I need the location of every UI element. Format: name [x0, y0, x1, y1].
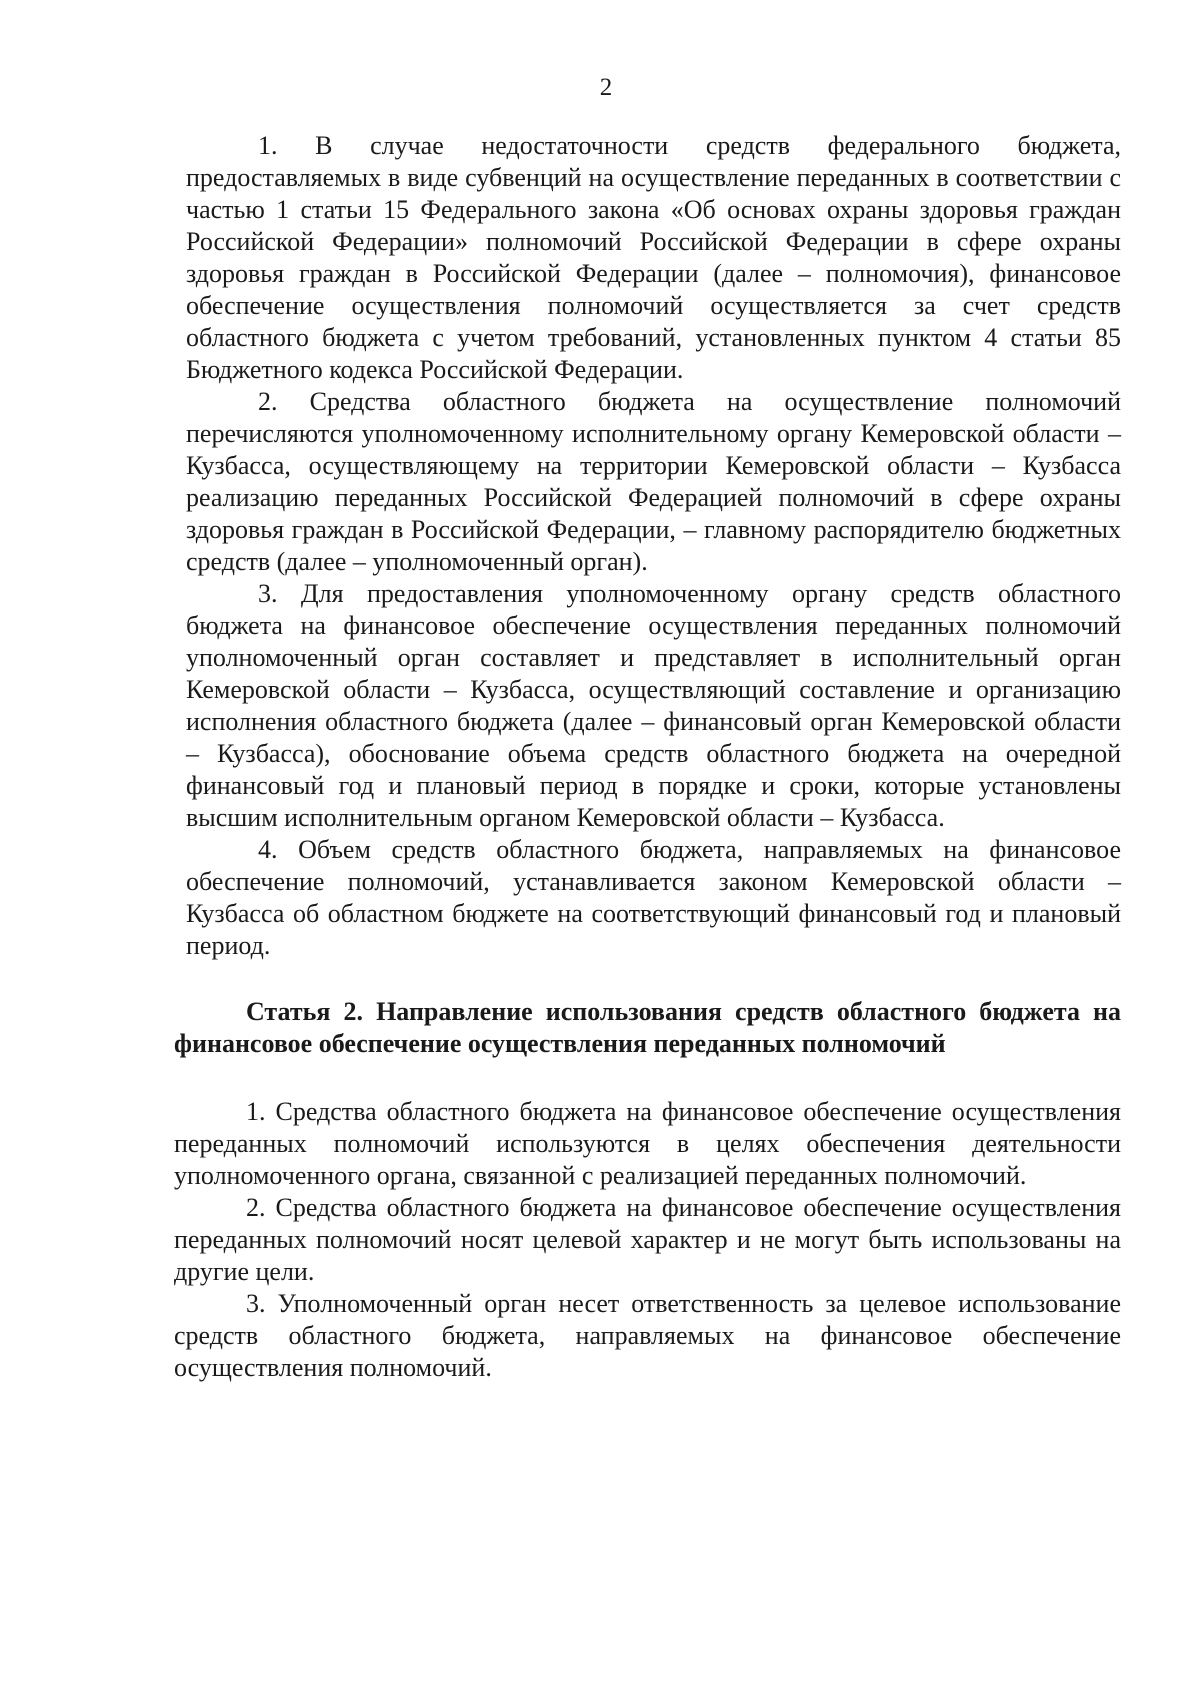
article1-paragraph-1: 1. В случае недостаточности средств федерального бюджета, предоставляемых в виде субвенций на осуществление переданных в соответствии с частью 1 статьи 15 Федерального закона «Об основах охраны здоровья граждан Российской Федерации» полномочий Российской Федерации в сфере охраны здоровья граждан в Российской Федерации (далее – полномочия), финансовое обеспечение осуществления полномочий осуществляется за счет средств областного бюджета с учетом требований, установленных пунктом 4 статьи 85 Бюджетного кодекса Российской Федерации. [186, 131, 1121, 384]
article-1-continuation [186, 130, 1121, 962]
article1-paragraph-3: 3. Для предоставления уполномоченному органу средств областного бюджета на финансовое обеспечение осуществления переданных полномочий уполномоченный орган составляет и представляет в исполнительный орган Кемеровской области – Кузбасса, осуществляющий составление и организацию исполнения областного бюджета (далее – финансовый орган Кемеровской области – Кузбасса), обоснование объема средств областного бюджета на очередной финансовый год и плановый период в порядке и сроки, которые установлены высшим исполнительным органом Кемеровской области – Кузбасса. [186, 579, 1121, 832]
article1-paragraph-4: 4. Объем средств областного бюджета, направляемых на финансовое обеспечение полномочий, устанавливается законом Кемеровской области – Кузбасса об областном бюджете на соответствующий финансовый год и плановый период. [186, 835, 1121, 960]
page-number: 2 [599, 74, 613, 101]
article1-paragraph-2: 2. Средства областного бюджета на осуществление полномочий перечисляются уполномоченному исполнительному органу Кемеровской области – Кузбасса, осуществляющему на территории Кемеровской области – Кузбасса реализацию переданных Российской Федерацией полномочий в сфере охраны здоровья граждан в Российской Федерации, – главному распорядителю бюджетных средств (далее – уполномоченный орган). [186, 387, 1121, 576]
document-body [174, 130, 1121, 1384]
article2-title: Статья 2. Направление использования средств областного бюджета на финансовое обеспечение осуществления переданных полномочий [174, 997, 1121, 1058]
article2-paragraph-2: 2. Средства областного бюджета на финансовое обеспечение осуществления переданных полномочий носят целевой характер и не могут быть использованы на другие цели. [174, 1193, 1121, 1286]
article-2 [174, 996, 1121, 1384]
article2-paragraph-3: 3. Уполномоченный орган несет ответственность за целевое использование средств областного бюджета, направляемых на финансовое обеспечение осуществления полномочий. [174, 1289, 1121, 1382]
article2-paragraph-1: 1. Средства областного бюджета на финансовое обеспечение осуществления переданных полномочий используются в целях обеспечения деятельности уполномоченного органа, связанной с реализацией переданных полномочий. [174, 1097, 1121, 1190]
